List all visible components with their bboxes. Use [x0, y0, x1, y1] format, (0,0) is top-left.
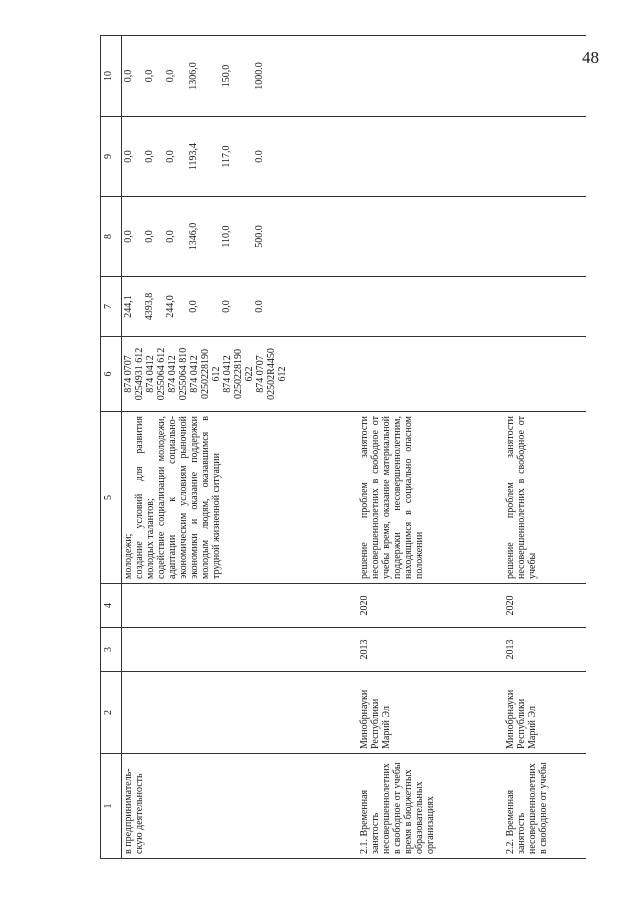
amount-value: 110,0: [221, 225, 232, 248]
amount-value: 117,0: [221, 145, 232, 168]
amount-cell-col7: [122, 277, 359, 337]
header-cell: 7: [101, 277, 122, 337]
amount-value: 500.0: [254, 225, 265, 248]
amount-value: 0,0: [144, 150, 155, 163]
rotated-table-wrapper: [100, 36, 625, 859]
amount-value: 1193,4: [188, 142, 199, 171]
amount-value: 0,0: [144, 69, 155, 83]
table-row: [358, 36, 504, 859]
budget-code-line: 612: [277, 366, 288, 382]
budget-code-cell: [504, 337, 586, 412]
amount-value: 150,0: [221, 64, 232, 88]
result-line: молодежи;: [123, 533, 134, 579]
budget-code-line: 874 0412: [222, 355, 233, 393]
amount-value: 0,0: [123, 230, 134, 243]
amount-cell-col9: [504, 117, 586, 197]
activity-cell: в предприниматель-скую деятельность: [122, 754, 359, 859]
amount-cell-col8: [504, 197, 586, 277]
header-cell: 5: [101, 412, 122, 584]
budget-code-cell: [358, 337, 504, 412]
header-cell: 4: [101, 584, 122, 628]
result-line: создание условий для развития молодых талантов;: [134, 416, 156, 579]
header-cell: 10: [101, 36, 122, 117]
executor-cell: Минобрнауки Республики Марий Эл: [504, 672, 586, 754]
page-number: 48: [582, 48, 599, 67]
amount-value: 0.0: [254, 300, 265, 313]
header-row: [101, 36, 122, 859]
budget-code-line: 874 0707: [255, 355, 266, 393]
amount-value: 0,0: [144, 230, 155, 243]
executor-cell: [122, 672, 359, 754]
header-cell: 2: [101, 672, 122, 754]
amount-value: 0,0: [188, 300, 199, 313]
budget-code-line: 874 0412: [145, 355, 156, 393]
budget-code-line: 0250228190: [200, 349, 211, 399]
result-cell: [122, 412, 359, 584]
end-year-cell: 2020: [504, 584, 586, 628]
activity-cell: 2.1. Временная занятость несовершеннолетних в свободное от учебы время в бюджетных образовательных организациях: [358, 754, 504, 859]
amount-value: 244,0: [165, 295, 176, 318]
amount-cell-col10: [358, 36, 504, 117]
budget-code-line: 0255064 612: [156, 347, 167, 401]
amount-cell-col9: [358, 117, 504, 197]
budget-code-line: 874 0412: [189, 355, 200, 393]
header-cell: 8: [101, 197, 122, 277]
budget-code-line: 02502R4450: [266, 348, 277, 400]
amount-value: 0,0: [165, 230, 176, 243]
amount-cell-col7: [504, 277, 586, 337]
start-year-cell: 2013: [504, 628, 586, 672]
budget-code-line: 0255064 810: [178, 347, 189, 401]
result-cell: [358, 412, 504, 584]
budget-code-line: 0254931 612: [134, 347, 145, 401]
amount-cell-col9: [122, 117, 359, 197]
program-table: [100, 35, 586, 859]
activity-cell: 2.2. Временная занятость несовершеннолетних в свободное от учебы: [504, 754, 586, 859]
header-cell: 6: [101, 337, 122, 412]
executor-cell: Минобрнауки Республики Марий Эл: [358, 672, 504, 754]
start-year-cell: [122, 628, 359, 672]
amount-value: 0,0: [123, 69, 134, 83]
amount-value: 0,0: [165, 150, 176, 163]
amount-value: 0,0: [165, 69, 176, 83]
amount-cell-col8: [358, 197, 504, 277]
budget-code-line: 0250228190: [233, 349, 244, 399]
start-year-cell: 2013: [358, 628, 504, 672]
amount-value: 1000.0: [254, 62, 265, 90]
amount-cell-col10: [122, 36, 359, 117]
budget-code-line: 874 0707: [123, 355, 134, 393]
budget-code-line: 622: [244, 366, 255, 382]
budget-code-line: 874 0412: [167, 355, 178, 393]
amount-value: 0.0: [254, 150, 265, 163]
amount-cell-col7: [358, 277, 504, 337]
end-year-cell: 2020: [358, 584, 504, 628]
result-line: решение проблем занятости несовершеннолетних в свободное от учебы время, оказание материальной поддержки несовершеннолетним, находящимся в социально опасном положении: [359, 416, 425, 579]
result-line: решение проблем занятости несовершеннолетних в свободное от учебы: [505, 416, 538, 579]
table-row: [122, 36, 359, 859]
end-year-cell: [122, 584, 359, 628]
budget-code-line: 612: [211, 366, 222, 382]
amount-value: 0,0: [221, 300, 232, 313]
result-line: содействие социализации молодежи, адаптации к социально-экономическим условиям рыночной экономики и оказание поддержки молодым людям, оказавшимся в трудной жизненной ситуации: [156, 416, 222, 579]
amount-value: 1306,0: [188, 62, 199, 90]
amount-value: 244,1: [123, 295, 134, 318]
header-cell: 1: [101, 754, 122, 859]
result-cell: [504, 412, 586, 584]
amount-cell-col8: [122, 197, 359, 277]
budget-code-cell: [122, 337, 359, 412]
amount-value: 0,0: [123, 150, 134, 163]
amount-value: 4393,8: [144, 292, 155, 321]
amount-value: 1346,0: [188, 222, 199, 251]
amount-cell-col10: [504, 36, 586, 117]
header-cell: 9: [101, 117, 122, 197]
header-cell: 3: [101, 628, 122, 672]
table-row: [504, 36, 586, 859]
